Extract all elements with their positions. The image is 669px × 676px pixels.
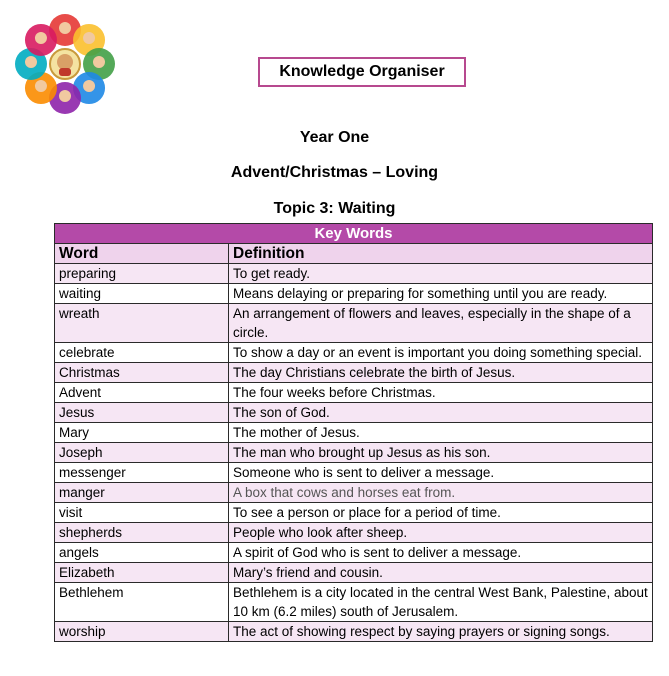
document-title: Knowledge Organiser xyxy=(258,57,466,87)
word-cell: shepherds xyxy=(55,523,229,543)
table-row xyxy=(55,403,653,423)
definition-cell: People who look after sheep. xyxy=(229,523,653,543)
definition-cell: Someone who is sent to deliver a message. xyxy=(229,463,653,483)
logo-figure-face xyxy=(83,32,95,44)
word-cell: Mary xyxy=(55,423,229,443)
logo-figure-face xyxy=(35,32,47,44)
definition-cell: Bethlehem is a city located in the central West Bank, Palestine, about 10 km (6.2 miles) south of Jerusalem. xyxy=(229,583,653,622)
table-row xyxy=(55,343,653,363)
table-row xyxy=(55,383,653,403)
definition-cell: The mother of Jesus. xyxy=(229,423,653,443)
definition-cell: Mary’s friend and cousin. xyxy=(229,563,653,583)
table-row xyxy=(55,443,653,463)
year-heading: Year One xyxy=(299,129,370,146)
word-cell: waiting xyxy=(55,284,229,304)
table-row xyxy=(55,483,653,503)
table-row xyxy=(55,503,653,523)
definition-cell: An arrangement of flowers and leaves, especially in the shape of a circle. xyxy=(229,304,653,343)
definition-cell: A spirit of God who is sent to deliver a message. xyxy=(229,543,653,563)
table-row xyxy=(55,264,653,284)
word-cell: angels xyxy=(55,543,229,563)
definition-cell: The man who brought up Jesus as his son. xyxy=(229,443,653,463)
table-row xyxy=(55,563,653,583)
table-row xyxy=(55,423,653,443)
definition-cell: The day Christians celebrate the birth of Jesus. xyxy=(229,363,653,383)
word-cell: Advent xyxy=(55,383,229,403)
column-header-definition: Definition xyxy=(229,244,653,264)
definition-cell: The four weeks before Christmas. xyxy=(229,383,653,403)
word-cell: wreath xyxy=(55,304,229,343)
key-words-table xyxy=(54,223,653,642)
logo-figure-face xyxy=(35,80,47,92)
topic-heading: Topic 3: Waiting xyxy=(273,200,396,217)
table-row xyxy=(55,304,653,343)
word-cell: Elizabeth xyxy=(55,563,229,583)
logo-figure-face xyxy=(93,56,105,68)
table-row xyxy=(55,363,653,383)
definition-cell: Means delaying or preparing for something until you are ready. xyxy=(229,284,653,304)
logo-figure-face xyxy=(59,90,71,102)
word-cell: celebrate xyxy=(55,343,229,363)
table-row xyxy=(55,463,653,483)
table-row xyxy=(55,583,653,622)
definition-cell: A box that cows and horses eat from. xyxy=(229,483,653,503)
logo-figure-face xyxy=(59,22,71,34)
definition-cell: To see a person or place for a period of time. xyxy=(229,503,653,523)
table-row xyxy=(55,284,653,304)
definition-cell: To get ready. xyxy=(229,264,653,284)
definition-cell: To show a day or an event is important you doing something special. xyxy=(229,343,653,363)
word-cell: worship xyxy=(55,622,229,642)
word-cell: manger xyxy=(55,483,229,503)
table-row xyxy=(55,622,653,642)
definition-cell: The act of showing respect by saying prayers or signing songs. xyxy=(229,622,653,642)
table-row xyxy=(55,543,653,563)
word-cell: visit xyxy=(55,503,229,523)
word-cell: messenger xyxy=(55,463,229,483)
definition-cell: The son of God. xyxy=(229,403,653,423)
key-words-title: Key Words xyxy=(55,224,653,244)
theme-heading: Advent/Christmas – Loving xyxy=(230,164,439,181)
word-cell: Christmas xyxy=(55,363,229,383)
word-cell: Jesus xyxy=(55,403,229,423)
word-cell: preparing xyxy=(55,264,229,284)
logo-figure-face xyxy=(25,56,37,68)
word-cell: Joseph xyxy=(55,443,229,463)
word-cell: Bethlehem xyxy=(55,583,229,622)
table-row xyxy=(55,523,653,543)
logo-figure-face xyxy=(83,80,95,92)
column-header-word: Word xyxy=(55,244,229,264)
flower-people-logo xyxy=(6,8,124,120)
